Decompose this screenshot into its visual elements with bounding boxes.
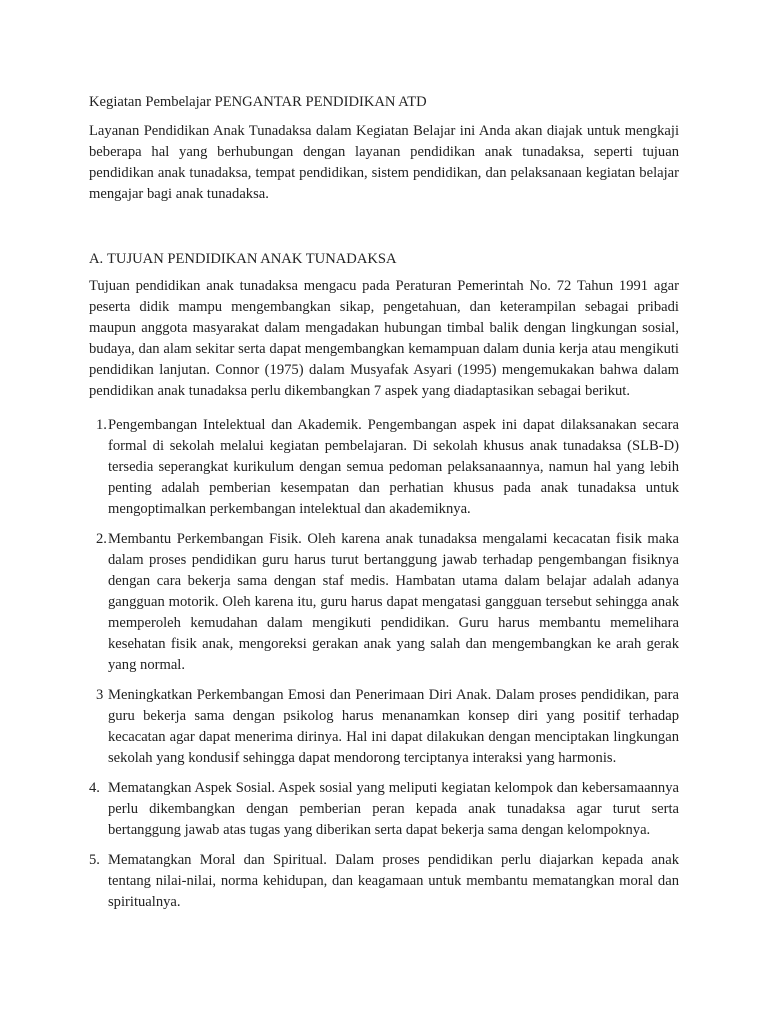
list-item-number: 3 (96, 687, 104, 703)
section-a-title: TUJUAN PENDIDIKAN ANAK TUNADAKSA (107, 251, 397, 267)
intro-paragraph: Layanan Pendidikan Anak Tunadaksa dalam Kegiatan Belajar ini Anda akan diajak untuk mengkaji beberapa hal yang berhubungan dengan layanan pendidikan anak tunadaksa, seperti tujuan pendidikan anak tunadaksa, tempat pendidikan, sistem pendidikan, dan pelaksanaan kegiatan belajar mengajar bagi anak tunadaksa. (89, 123, 679, 202)
section-a-paragraph: Tujuan pendidikan anak tunadaksa mengacu pada Peraturan Pemerintah No. 72 Tahun 1991 agar peserta didik mampu mengembangkan sikap, pengetahuan, dan keterampilan sebagai pribadi maupun anggota masyarakat dalam mengadakan hubungan timbal balik dengan lingkungan sosial, budaya, dan alam sekitar serta dapat mengembangkan kemampuan dalam dunia kerja atau mengikuti pendidikan lanjutan. Connor (1975) dalam Musyafak Asyari (1995) mengemukakan bahwa dalam pendidikan anak tunadaksa perlu dikembangkan 7 aspek yang diadaptasikan sebagai berikut. (89, 278, 679, 399)
list-item (89, 850, 679, 913)
list-item-number: 1. (96, 417, 107, 433)
list-item (89, 529, 679, 676)
list-item-text: Meningkatkan Perkembangan Emosi dan Penerimaan Diri Anak. Dalam proses pendidikan, para guru bekerja sama dengan psikolog harus menanamkan konsep diri yang positif terhadap kecacatan agar dapat menerima dirinya. Hal ini dapat dilakukan dengan menciptakan lingkungan sekolah yang kondusif sehingga dapat mendorong terciptanya interaksi yang harmonis. (108, 687, 679, 766)
list-item-number: 2. (96, 531, 107, 547)
list-item-text: Membantu Perkembangan Fisik. Oleh karena anak tunadaksa mengalami kecacatan fisik maka dalam proses pendidikan guru harus turut bertanggung jawab terhadap pengembangan fisiknya dengan cara bekerja sama dengan staf medis. Hambatan utama dalam belajar adalah adanya gangguan motorik. Oleh karena itu, guru harus dapat mengatasi gangguan tersebut sehingga anak memperoleh kemudahan dalam mengikuti pendidikan. Guru harus membantu memelihara kesehatan fisik anak, mengoreksi gerakan anak yang salah dan mengembangkan ke arah gerak yang normal. (108, 531, 679, 673)
list-item-text: Pengembangan Intelektual dan Akademik. Pengembangan aspek ini dapat dilaksanakan secara formal di sekolah melalui kegiatan pembelajaran. Di sekolah khusus anak tunadaksa (SLB-D) tersedia seperangkat kurikulum dengan semua pedoman pelaksanaannya, namun hal yang lebih penting adalah pemberian kesempatan dan perhatian khusus pada anak tunadaksa untuk mengoptimalkan perkembangan intelektual dan akademiknya. (108, 417, 679, 517)
document-title: Kegiatan Pembelajar PENGANTAR PENDIDIKAN ATD (89, 94, 427, 110)
list-item-number: 4. (89, 780, 100, 796)
list-item-text: Mematangkan Aspek Sosial. Aspek sosial yang meliputi kegiatan kelompok dan kebersamaannya perlu dikembangkan dengan pemberian peran kepada anak tunadaksa agar turut serta bertanggung jawab atas tugas yang diberikan serta dapat bekerja sama dengan kelompoknya. (108, 780, 679, 838)
list-item (89, 778, 679, 841)
list-item-text: Mematangkan Moral dan Spiritual. Dalam proses pendidikan perlu diajarkan kepada anak tentang nilai-nilai, norma kehidupan, dan keagamaan untuk membantu mematangkan moral dan spiritualnya. (108, 852, 679, 910)
list-item (89, 685, 679, 769)
aspect-list (89, 415, 679, 913)
list-item-number: 5. (89, 852, 100, 868)
section-a-letter: A. (89, 251, 104, 267)
list-item (89, 415, 679, 520)
section-a-heading (89, 249, 679, 270)
document-page (89, 92, 679, 922)
